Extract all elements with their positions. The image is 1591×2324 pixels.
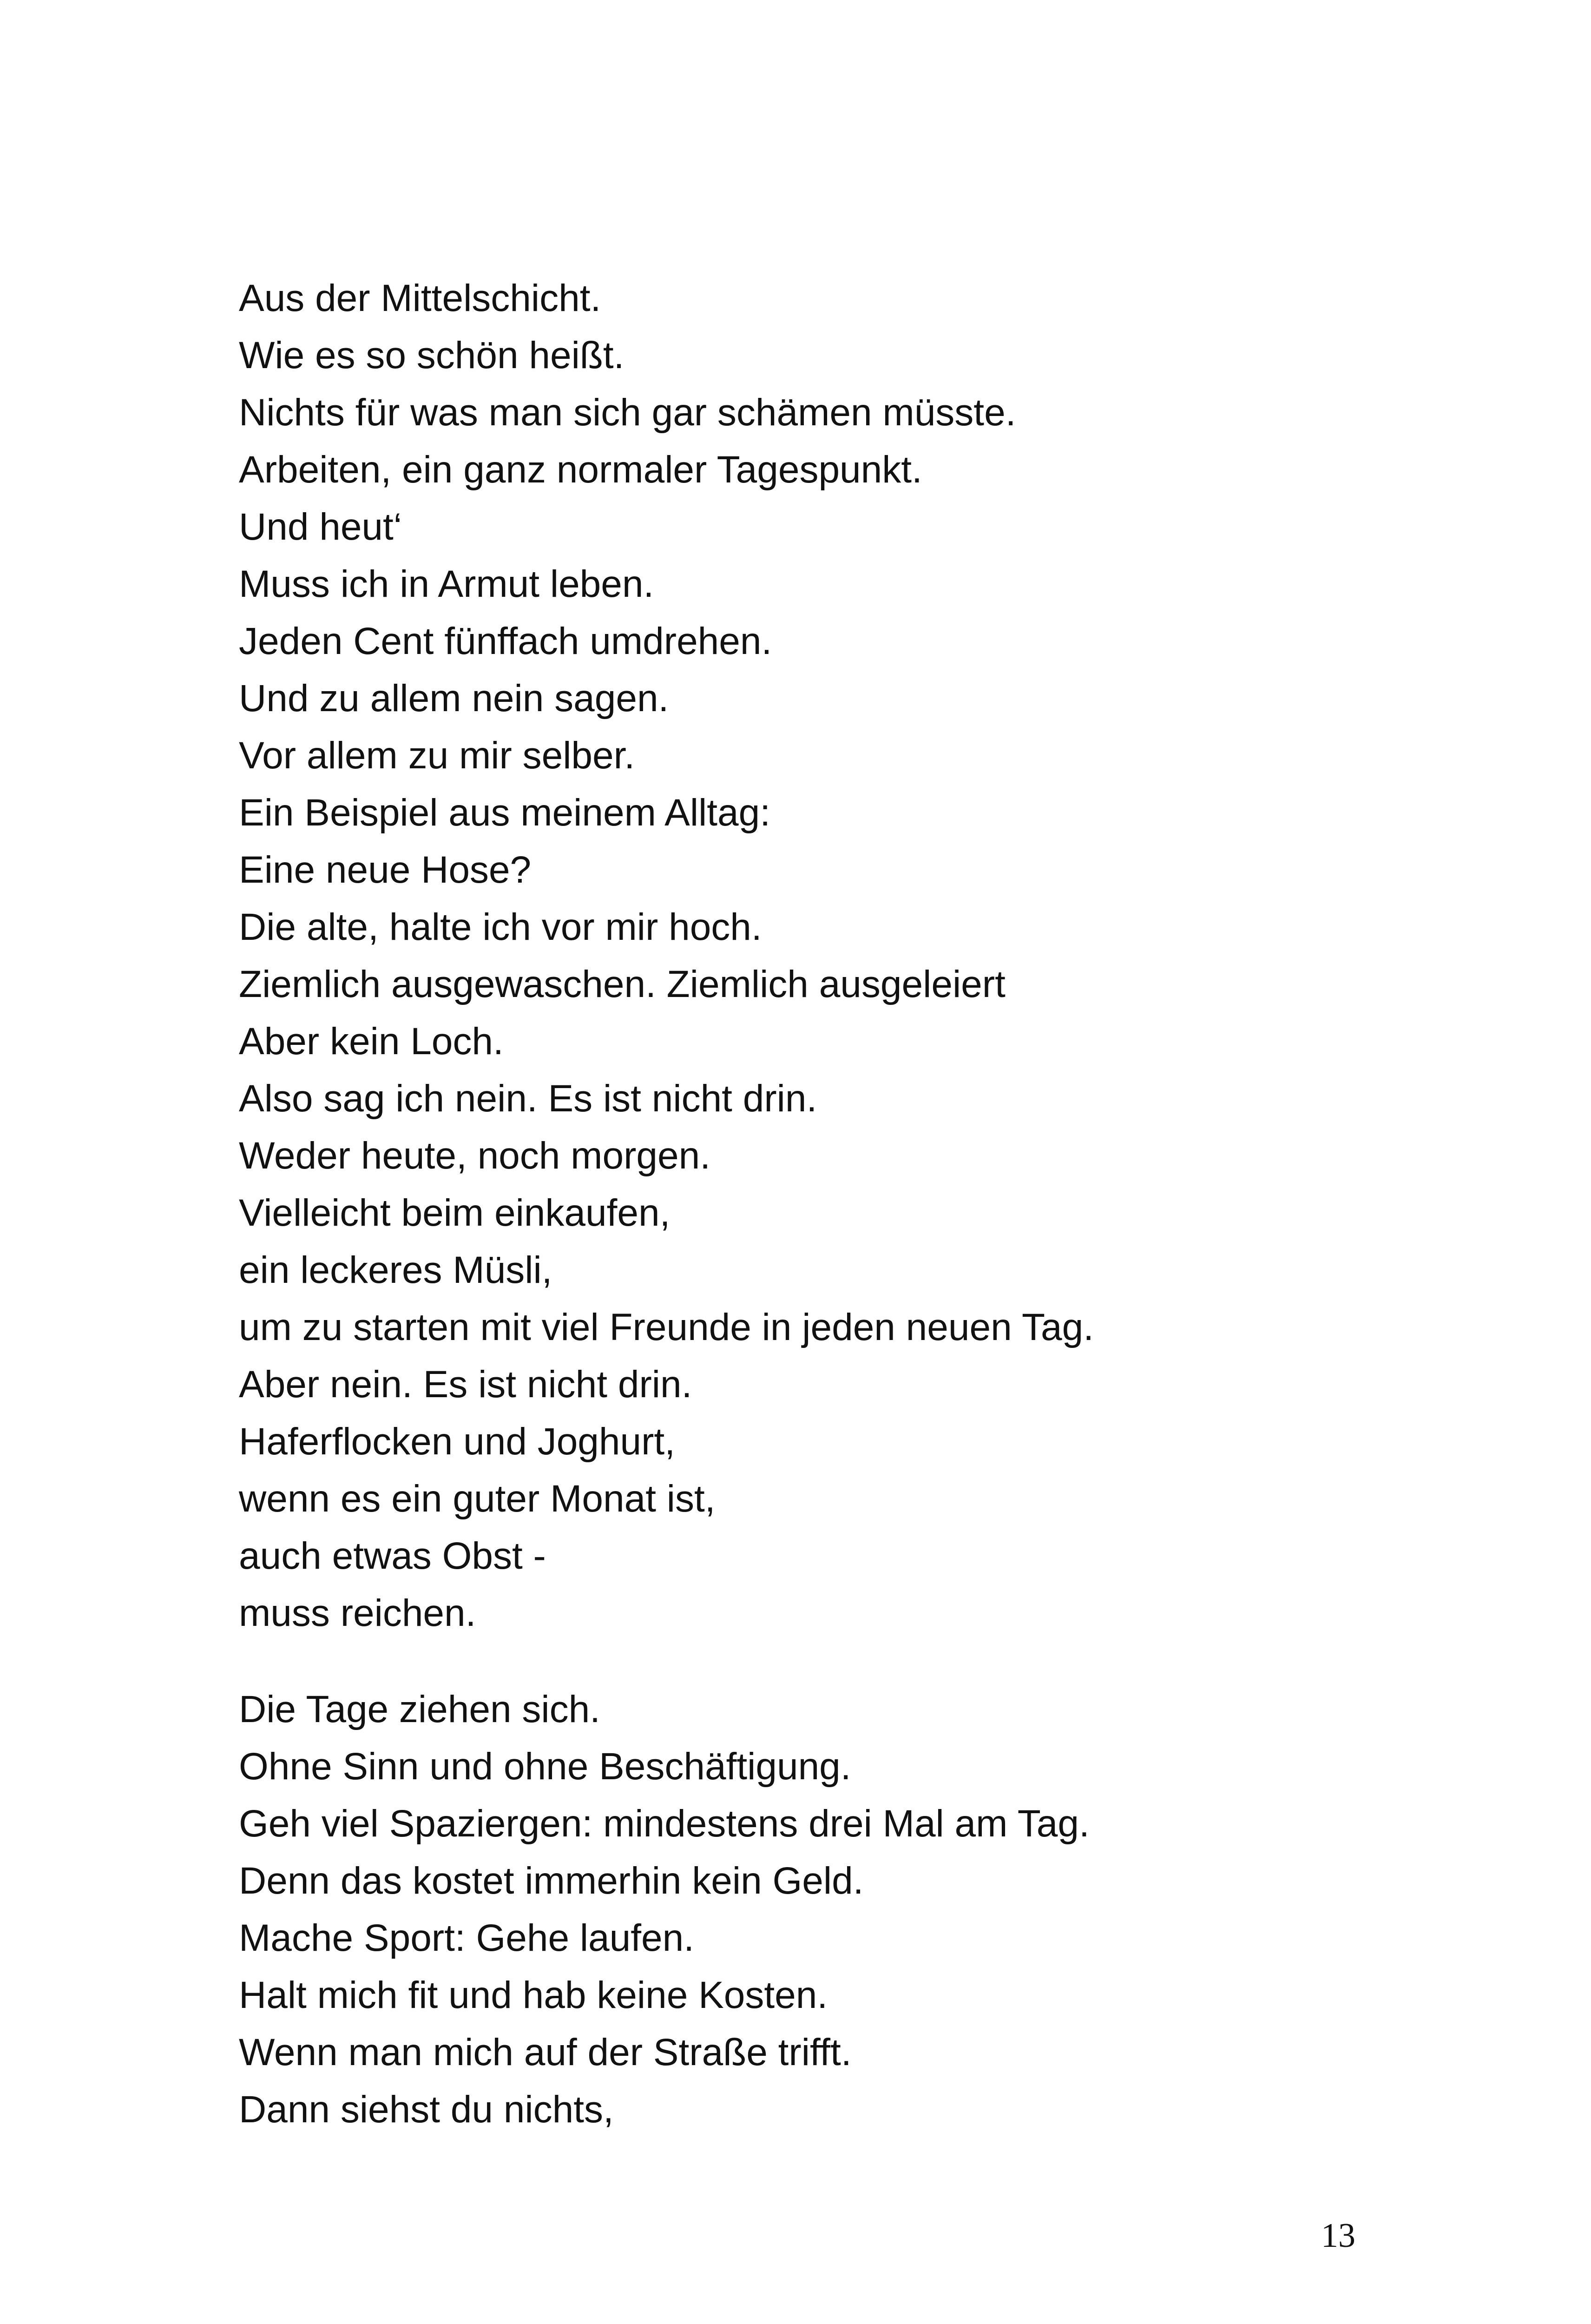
poem-line: muss reichen. bbox=[239, 1592, 476, 1634]
poem-line: Die alte, halte ich vor mir hoch. bbox=[239, 906, 762, 948]
poem-line: Aber nein. Es ist nicht drin. bbox=[239, 1363, 692, 1406]
poem-line: Vielleicht beim einkaufen, bbox=[239, 1192, 671, 1234]
poem-line: Eine neue Hose? bbox=[239, 849, 532, 891]
page-number: 13 bbox=[1321, 2217, 1355, 2255]
poem-line: Wie es so schön heißt. bbox=[239, 334, 625, 376]
poem-line: Wenn man mich auf der Straße trifft. bbox=[239, 2031, 852, 2073]
poem-line: auch etwas Obst - bbox=[239, 1535, 546, 1577]
poem-line: Denn das kostet immerhin kein Geld. bbox=[239, 1860, 864, 1902]
poem-line: ein leckeres Müsli, bbox=[239, 1249, 552, 1291]
poem-line: Ziemlich ausgewaschen. Ziemlich ausgeleiert bbox=[239, 963, 1006, 1005]
poem-line: Die Tage ziehen sich. bbox=[239, 1688, 600, 1730]
poem-line: Weder heute, noch morgen. bbox=[239, 1135, 710, 1177]
poem-line: Und heut‘ bbox=[239, 506, 402, 548]
poem-line: Nichts für was man sich gar schämen müsste. bbox=[239, 391, 1016, 434]
poem-line: Vor allem zu mir selber. bbox=[239, 734, 635, 777]
poem-line: Also sag ich nein. Es ist nicht drin. bbox=[239, 1077, 817, 1120]
poem-line: wenn es ein guter Monat ist, bbox=[239, 1478, 716, 1520]
poem-line: Und zu allem nein sagen. bbox=[239, 677, 669, 720]
poem-line: Dann siehst du nichts, bbox=[239, 2088, 614, 2131]
poem-stanza-1 bbox=[239, 270, 1493, 1642]
poem-line: Ein Beispiel aus meinem Alltag: bbox=[239, 792, 771, 834]
poem-line: Mache Sport: Gehe laufen. bbox=[239, 1917, 695, 1959]
poem-line: Geh viel Spaziergen: mindestens drei Mal am Tag. bbox=[239, 1802, 1090, 1845]
poem-line: Halt mich fit und hab keine Kosten. bbox=[239, 1974, 828, 2016]
poem-line: Arbeiten, ein ganz normaler Tagespunkt. bbox=[239, 449, 922, 491]
poem-line: Muss ich in Armut leben. bbox=[239, 563, 654, 605]
poem-line: Ohne Sinn und ohne Beschäftigung. bbox=[239, 1745, 851, 1788]
poem-line: Aus der Mittelschicht. bbox=[239, 277, 601, 319]
poem-stanza-2 bbox=[239, 1681, 1493, 2138]
poem-line: um zu starten mit viel Freunde in jeden neuen Tag. bbox=[239, 1306, 1094, 1348]
poem-line: Jeden Cent fünffach umdrehen. bbox=[239, 620, 772, 662]
poem-line: Aber kein Loch. bbox=[239, 1020, 504, 1063]
poem-line: Haferflocken und Joghurt, bbox=[239, 1420, 675, 1463]
